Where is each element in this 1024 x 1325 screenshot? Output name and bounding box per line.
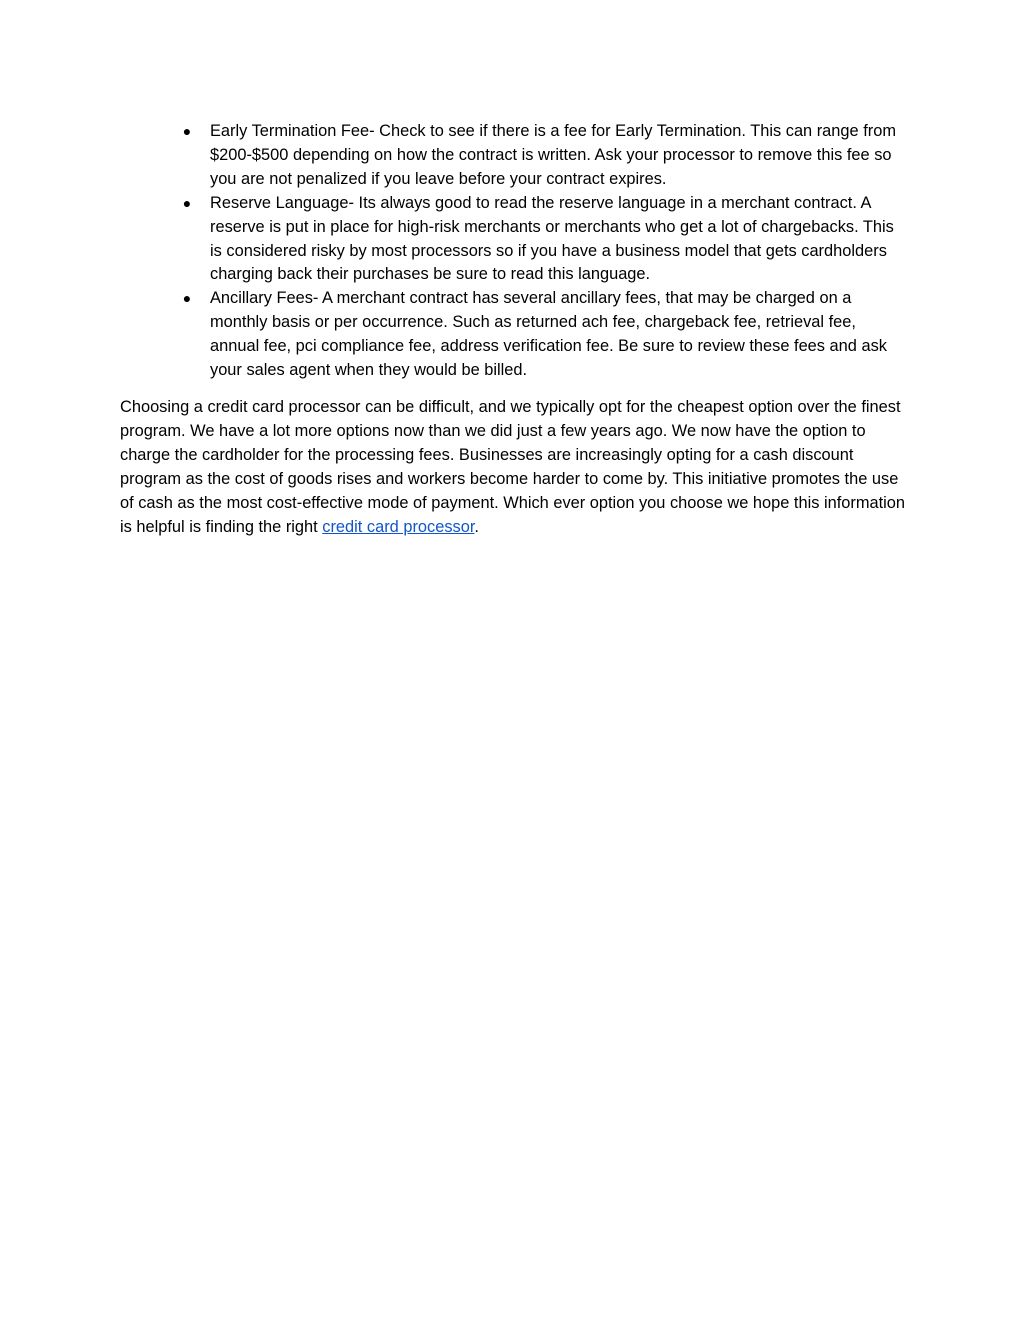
paragraph-text: Choosing a credit card processor can be difficult, and we typically opt for the cheapest option over the finest program. We have a lot more options now than we did just a few years ago. We now have the option to charge the cardholder for the processing fees. Businesses are increasingly opting for a cash discount program as the cost of goods rises and workers become harder to come by. This initiative promotes the use of cash as the most cost-effective mode of payment. Which ever option you choose we hope this information is helpful is finding the right xyxy=(120,398,906,536)
list-item xyxy=(180,120,908,192)
credit-card-processor-link[interactable]: credit card processor xyxy=(322,517,475,536)
list-item xyxy=(180,287,908,383)
list-item-text: Early Termination Fee- Check to see if there is a fee for Early Termination. This can range from $200-$500 depending on how the contract is written. Ask your processor to remove this fee so you are not penalized if you leave before your contract expires. xyxy=(210,122,896,188)
closing-paragraph xyxy=(120,396,910,539)
bullet-list xyxy=(180,120,908,383)
bullet-marker: ● xyxy=(182,194,192,211)
list-item xyxy=(180,192,908,288)
paragraph-end: . xyxy=(474,517,479,536)
list-item-text: Reserve Language- Its always good to read the reserve language in a merchant contract. A reserve is put in place for high-risk merchants or merchants who get a lot of chargebacks. This is considered risky by most processors so if you have a business model that gets cardholders charging back their purchases be sure to read this language. xyxy=(210,193,894,284)
bullet-marker: ● xyxy=(182,290,192,307)
list-item-text: Ancillary Fees- A merchant contract has several ancillary fees, that may be charged on a monthly basis or per occurrence. Such as returned ach fee, chargeback fee, retrieval fee, annual fee, pci compliance fee, address verification fee. Be sure to review these fees and ask your sales agent when they would be billed. xyxy=(210,289,887,380)
bullet-marker: ● xyxy=(182,123,192,139)
